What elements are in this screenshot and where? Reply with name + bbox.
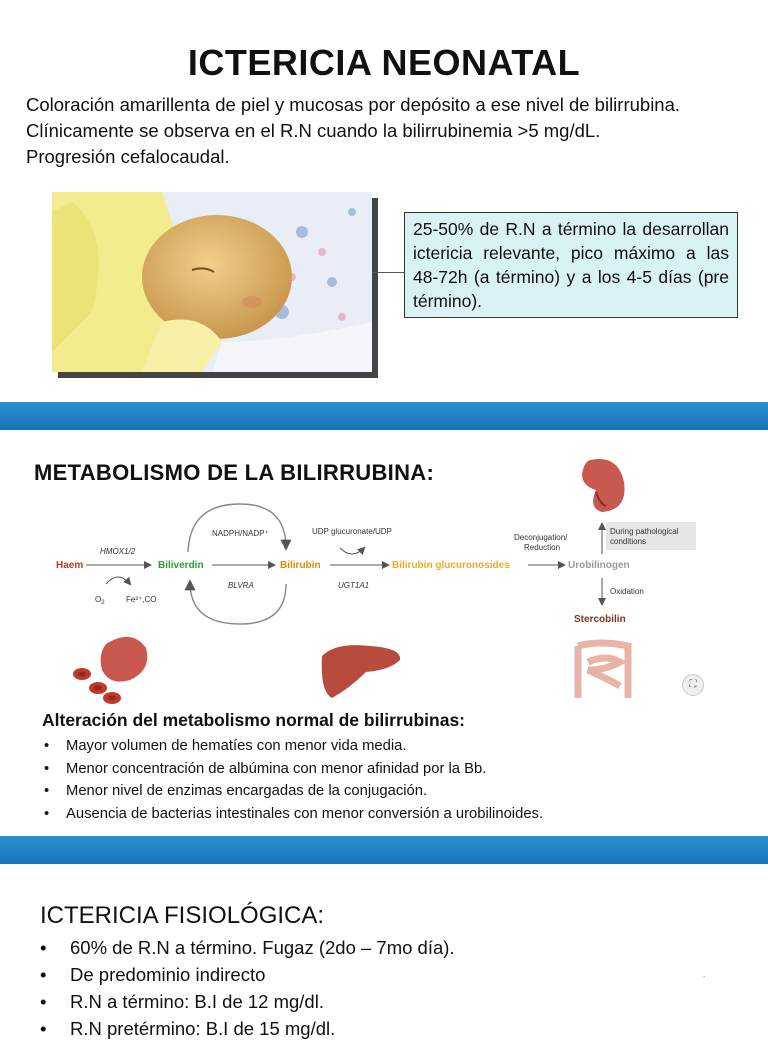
- slide-title: ICTERICIA NEONATAL: [187, 42, 581, 83]
- conditions-label: conditions: [610, 537, 647, 546]
- metabolism-heading: METABOLISMO DE LA BILIRRUBINA:: [34, 460, 435, 485]
- list-item: • Menor nivel de enzimas encargadas de la conjugación.: [44, 780, 543, 803]
- alteration-subheading: Alteración del metabolismo normal de bilirrubinas:: [42, 710, 465, 730]
- deconjugation-label: Deconjugation/: [514, 533, 568, 542]
- udp-label: UDP glucuronate/UDP: [312, 527, 392, 536]
- nadph-label: NADPH/NADP⁺: [212, 529, 269, 538]
- list-item: • Mayor volumen de hematíes con menor vida media.: [44, 735, 543, 758]
- section-divider: [0, 402, 768, 430]
- zoom-icon[interactable]: ⛶: [682, 674, 704, 696]
- haem-label: Haem: [56, 560, 84, 571]
- section-divider: [0, 836, 768, 864]
- kidney-icon: [582, 459, 625, 512]
- reduction-label: Reduction: [524, 543, 561, 552]
- o2-label: $O_2$: [95, 595, 105, 606]
- biliverdin-label: Biliverdin: [158, 560, 204, 571]
- newborn-photo: [52, 192, 372, 372]
- list-item: • De predominio indirecto: [40, 961, 455, 988]
- intro-line: Progresión cefalocaudal.: [26, 146, 230, 167]
- list-item: • 60% de R.N a término. Fugaz (2do – 7mo día).: [40, 934, 455, 961]
- intro-text: [26, 92, 756, 170]
- intro-line: Coloración amarillenta de piel y mucosas por depósito a ese nivel de bilirrubina.: [26, 94, 681, 115]
- physiological-list: [40, 934, 455, 1042]
- ugt-label: UGT1A1: [338, 581, 370, 590]
- spleen-rbc-icon: [73, 637, 147, 704]
- glucuronides-label: Bilirubin glucuronosides: [392, 560, 510, 571]
- intestine-icon: [578, 643, 628, 698]
- bilirubin-label: Bilirubin: [280, 560, 321, 571]
- liver-icon: [322, 645, 400, 698]
- list-item: • Ausencia de bacterias intestinales con menor conversión a urobilinoides.: [44, 803, 543, 826]
- hmox-label: HMOX1/2: [100, 547, 136, 556]
- physiological-heading: ICTERICIA FISIOLÓGICA:: [40, 902, 325, 929]
- urobilinogen-label: Urobilinogen: [568, 560, 630, 571]
- callout-connector: [372, 272, 404, 273]
- list-item: • R.N a término: B.I de 12 mg/dl.: [40, 988, 455, 1015]
- pathological-label: During pathological: [610, 527, 679, 536]
- blvra-label: BLVRA: [228, 581, 254, 590]
- fe-co-label: Fe²⁺,CO: [126, 595, 157, 604]
- stercobilin-label: Stercobilin: [574, 614, 626, 625]
- list-item: • R.N pretérmino: B.I de 15 mg/dl.: [40, 1015, 455, 1042]
- list-item: • Menor concentración de albúmina con menor afinidad por la Bb.: [44, 758, 543, 781]
- intro-line: Clínicamente se observa en el R.N cuando la bilirrubinemia >5 mg/dL.: [26, 120, 601, 141]
- alteration-list: [44, 735, 543, 825]
- bilirubin-metabolism-diagram: [40, 448, 720, 708]
- oxidation-label: Oxidation: [610, 587, 644, 596]
- callout-box: 25-50% de R.N a término la desarrollan ictericia relevante, pico máximo a las 48-72h (a término) y a los 4-5 días (pre término).: [404, 212, 738, 318]
- footer-dot: .: [703, 970, 706, 979]
